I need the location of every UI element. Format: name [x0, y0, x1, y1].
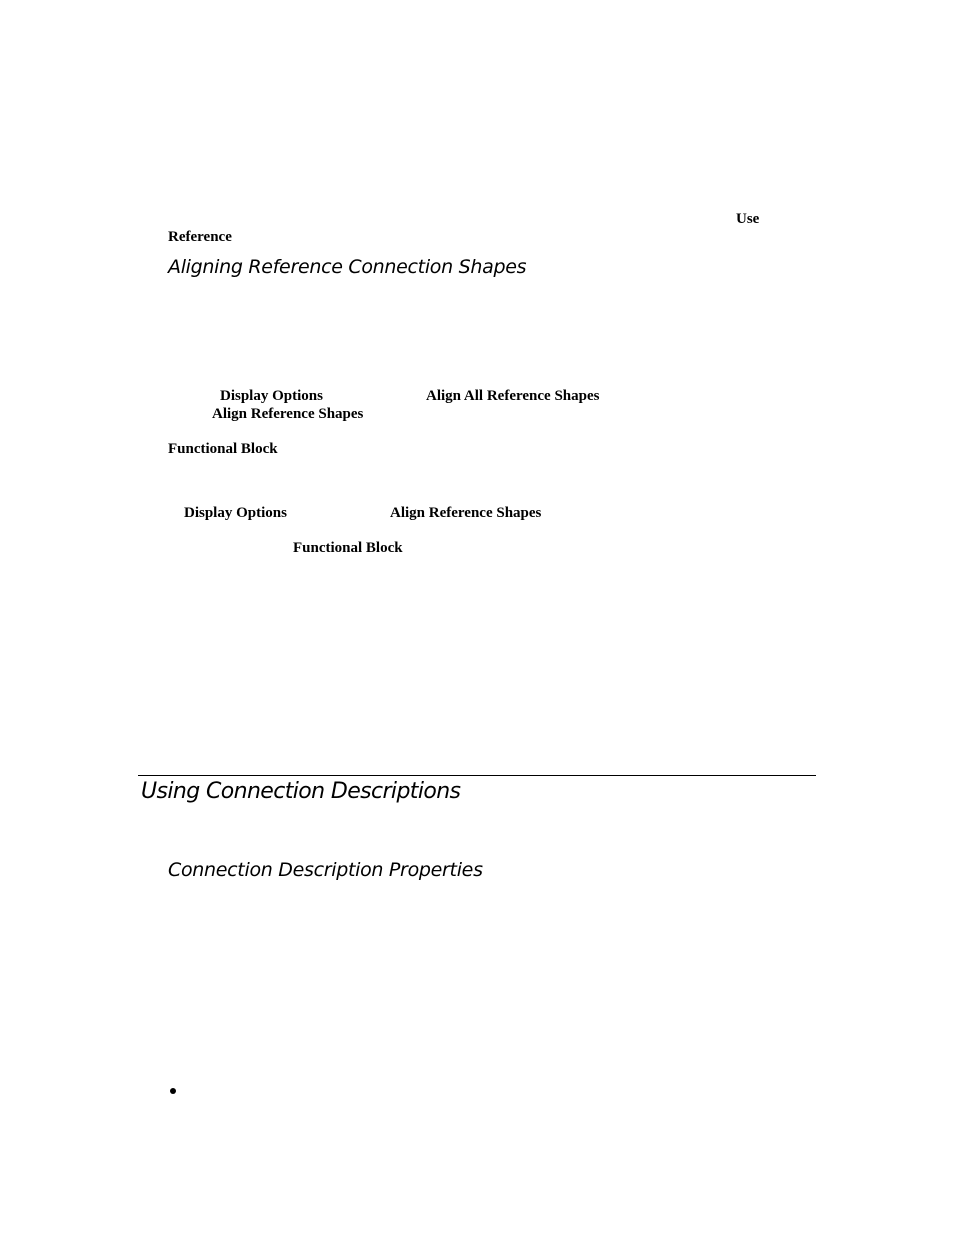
section-heading-using-connection-descriptions: Using Connection Descriptions	[141, 779, 461, 804]
term-functional-block: Functional Block	[168, 441, 278, 457]
term-display-options: Display Options	[220, 388, 323, 404]
term-reference: Reference	[168, 229, 232, 245]
term-align-reference-shapes-2: Align Reference Shapes	[390, 505, 542, 521]
subheading-connection-description-properties: Connection Description Properties	[168, 859, 483, 881]
term-display-options-2: Display Options	[184, 505, 287, 521]
term-functional-block-2: Functional Block	[293, 540, 403, 556]
subheading-aligning-reference-connection-shapes: Aligning Reference Connection Shapes	[168, 256, 527, 278]
term-align-reference-shapes: Align Reference Shapes	[212, 406, 364, 422]
bullet-icon	[170, 1088, 176, 1094]
section-divider	[138, 775, 816, 776]
term-use: Use	[736, 211, 760, 227]
term-align-all-reference-shapes: Align All Reference Shapes	[426, 388, 600, 404]
